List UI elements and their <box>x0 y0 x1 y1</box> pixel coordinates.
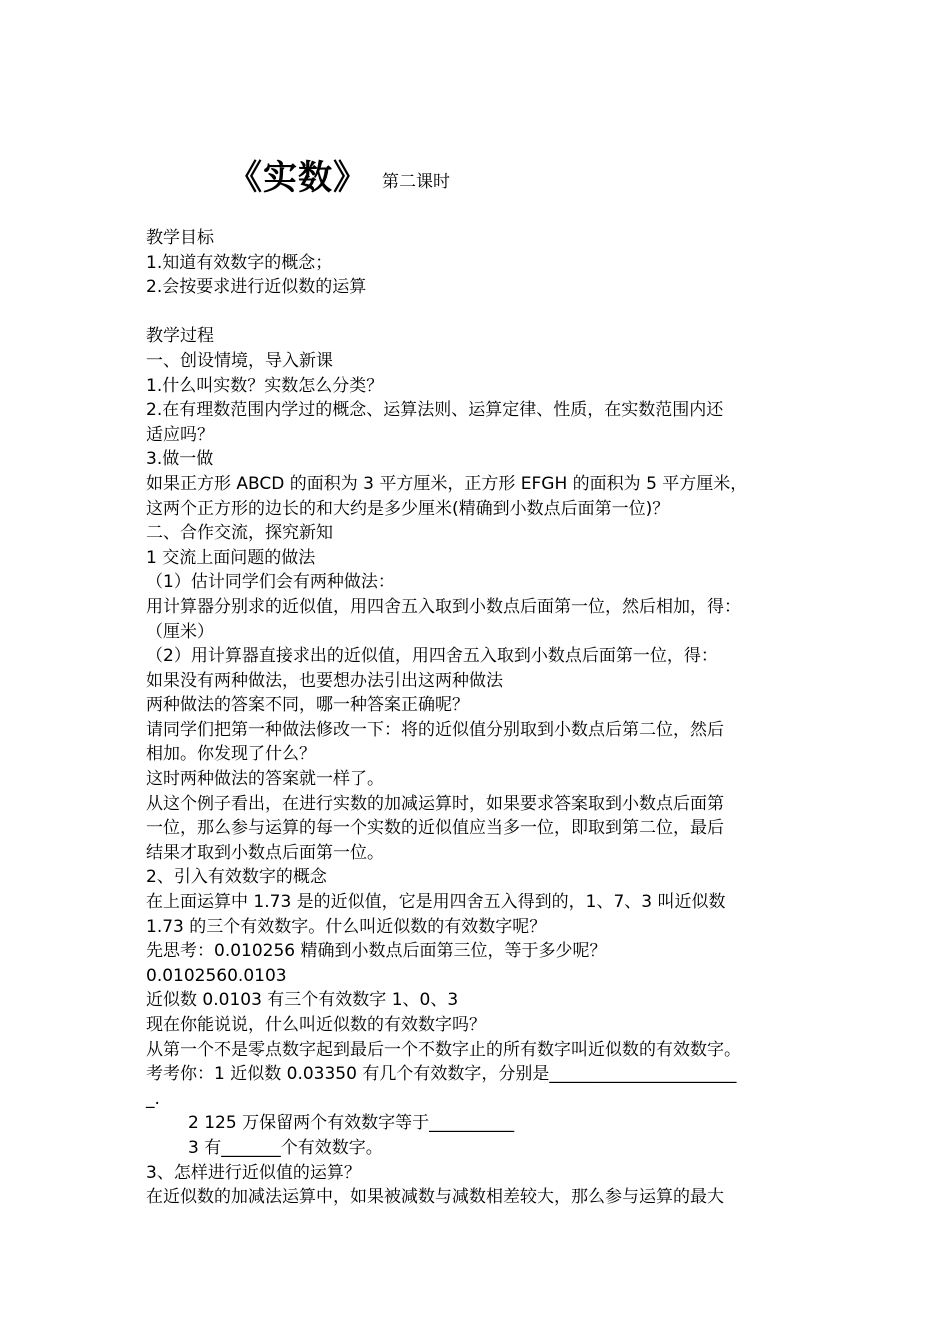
text-line: 先思考：0.010256 精确到小数点后面第三位，等于多少呢？ <box>146 941 607 962</box>
text-line: 从第一个不是零点数字起到最后一个不数字止的所有数字叫近似数的有效数字。 <box>146 1039 741 1060</box>
text-line: 3.做一做 <box>146 449 214 470</box>
text-line: 请同学们把第一种做法修改一下：将的近似值分别取到小数点后第二位，然后 <box>146 719 724 740</box>
title-subtitle: 第二课时 <box>382 172 450 192</box>
text-line: 1.知道有效数字的概念； <box>146 252 333 273</box>
text-line: 结果才取到小数点后面第一位。 <box>146 842 384 863</box>
text-line: 近似数 0.0103 有三个有效数字 1、0、3 <box>146 990 459 1011</box>
blank-line <box>146 300 810 325</box>
text-line: 这两个正方形的边长的和大约是多少厘米(精确到小数点后面第一位)？ <box>146 498 670 519</box>
text-line: 一、创设情境，导入新课 <box>146 350 333 371</box>
text-line: 3、怎样进行近似值的运算？ <box>146 1162 361 1183</box>
text-line: 教学过程 <box>146 326 214 347</box>
text-line: 教学目标 <box>146 228 214 248</box>
text-line: 二、合作交流，探究新知 <box>146 523 333 544</box>
text-line: 现在你能说说，什么叫近似数的有效数字吗？ <box>146 1015 486 1035</box>
text-line: 0.0102560.0103 <box>146 965 287 986</box>
text-line: 相加。你发现了什么？ <box>146 744 316 765</box>
text-line: 3 有_______个有效数字。 <box>188 1137 383 1158</box>
document-title <box>228 150 450 199</box>
text-line: 两种做法的答案不同，哪一种答案正确呢？ <box>146 695 469 716</box>
text-line: 一位，那么参与运算的每一个实数的近似值应当多一位，即取到第二位，最后 <box>146 818 724 839</box>
text-line: 如果没有两种做法，也要想办法引出这两种做法 <box>146 670 503 691</box>
text-line: 1 交流上面问题的做法 <box>146 547 316 568</box>
document-body <box>146 226 810 1210</box>
text-line: （厘米） <box>146 621 214 642</box>
text-line: 2.在有理数范围内学过的概念、运算法则、运算定律、性质，在实数范围内还 <box>146 400 724 421</box>
text-line: 在上面运算中 1.73 是的近似值，它是用四舍五入得到的，1、7、3 叫近似数 <box>146 892 726 913</box>
text-line: 用计算器分别求的近似值，用四舍五入取到小数点后面第一位，然后相加，得： <box>146 596 741 617</box>
text-line: 如果正方形 ABCD 的面积为 3 平方厘米，正方形 EFGH 的面积为 5 平方厘米， <box>146 473 748 494</box>
text-line: （2）用计算器直接求出的近似值，用四舍五入取到小数点后面第一位，得： <box>146 646 718 667</box>
text-line: 适应吗？ <box>146 424 214 445</box>
text-line: 2.会按要求进行近似数的运算 <box>146 277 367 298</box>
text-line: 1.什么叫实数？实数怎么分类？ <box>146 375 384 396</box>
text-line: 2 125 万保留两个有效数字等于__________ <box>188 1113 515 1134</box>
text-line: 从这个例子看出，在进行实数的加减运算时，如果要求答案取到小数点后面第 <box>146 793 724 814</box>
text-line: 在近似数的加减法运算中，如果被减数与减数相差较大，那么参与运算的最大 <box>146 1187 724 1208</box>
text-line: （1）估计同学们会有两种做法： <box>146 572 395 593</box>
text-line: _. <box>146 1088 160 1109</box>
text-line: 1.73 的三个有效数字。什么叫近似数的有效数字呢？ <box>146 916 547 937</box>
text-line: 这时两种做法的答案就一样了。 <box>146 769 384 790</box>
title-main: 《实数》 <box>228 158 368 198</box>
text-line: 2、引入有效数字的概念 <box>146 867 327 888</box>
text-line: 考考你：1 近似数 0.03350 有几个有效数字，分别是______________________ <box>146 1064 737 1085</box>
